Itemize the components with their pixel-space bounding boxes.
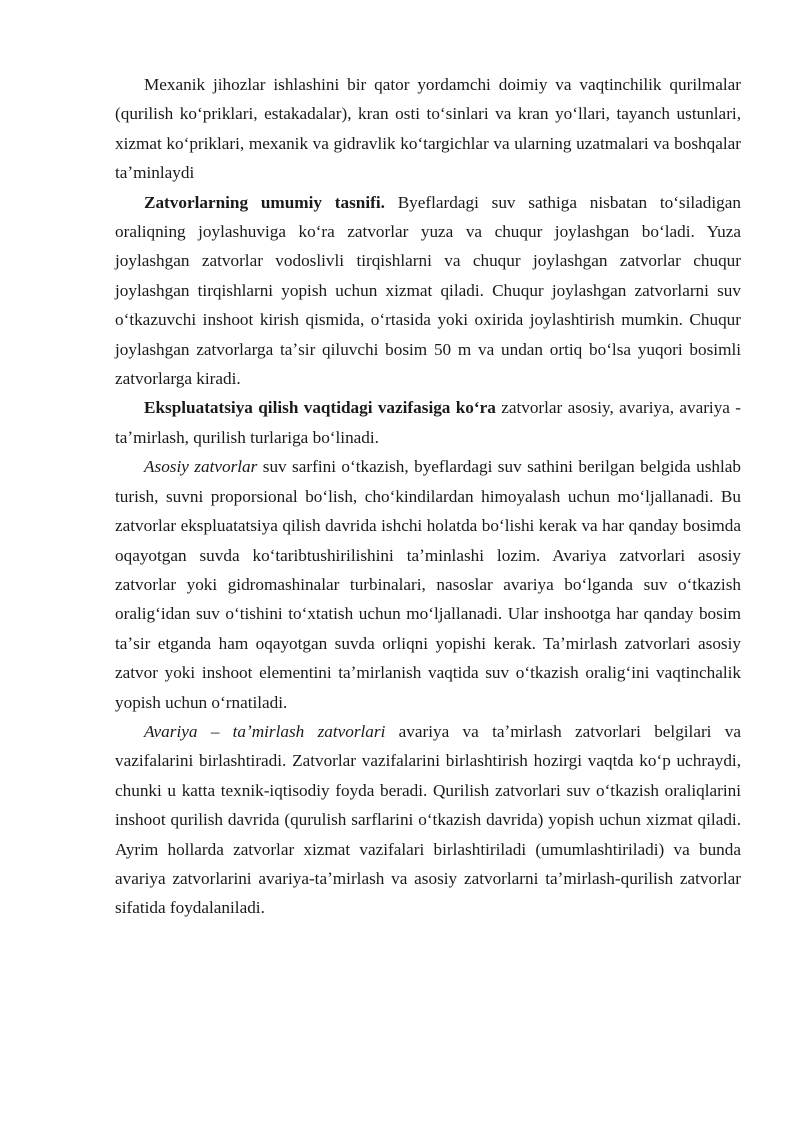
paragraph-intro — [115, 70, 741, 188]
paragraph-term-italic: Asosiy zatvorlar — [144, 457, 258, 477]
paragraph-classification — [115, 188, 741, 394]
paragraph-heading-bold: Ekspluatatsiya qilish vaqtidagi vazifasiga koʻra — [144, 398, 496, 418]
document-page — [115, 70, 741, 923]
paragraph-text: Byeflardagi suv sathiga nisbatan toʻsiladigan oraliqning joylashuviga koʻra zatvorlar yuza va chuqur joylashgan boʻladi. Yuza joylashgan zatvorlar vodoslivli tirqishlarni va chuqur joylashgan zatvorlar chuqur joylashgan tirqishlarni yopish uchun xizmat qiladi. Chuqur joylashgan zatvorlarni suv oʻtkazuvchi inshoot kirish qismida, oʻrtasida yoki oxirida joylashtirish mumkin. Chuqur joylashgan zatvorlarga taʼsir qiluvchi bosim 50 m va undan ortiq boʻlsa yuqori bosimli zatvorlarga kiradi. — [115, 192, 741, 389]
paragraph-term-italic: Avariya – taʼmirlash zatvorlari — [144, 721, 386, 741]
paragraph-main-gates — [115, 452, 741, 717]
paragraph-purpose — [115, 393, 741, 452]
paragraph-text: suv sarfini oʻtkazish, byeflardagi suv sathini berilgan belgida ushlab turish, suvni proporsional boʻlish, choʻkindilardan himoyalash uchun moʻljallanadi. Bu zatvorlar ekspluatatsiya qilish davrida ishchi holatda boʻlishi kerak va har qanday bosimda oqayotgan suvda koʻtaribtushirilishini taʼminlashi lozim. Avariya zatvorlari asosiy zatvorlar yoki gidromashinalar turbinalari, nasoslar avariya boʻlganda suv oʻtkazish oraligʻidan suv oʻtishini toʻxtatish uchun moʻljallanadi. Ular inshootga har qanday bosim taʼsir etganda ham oqayotgan suvda orliqni yopishi kerak. Taʼmirlash zatvorlari asosiy zatvor yoki inshoot elementini taʼmirlanish vaqtida suv oʻtkazish oraligʻini vaqtinchalik yopish uchun oʻrnatiladi. — [115, 457, 741, 712]
paragraph-text: zatvorlar asosiy, avariya, avariya - taʼmirlash, qurilish turlariga boʻlinadi. — [115, 398, 741, 447]
paragraph-emergency-repair-gates — [115, 717, 741, 923]
paragraph-heading-bold: Zatvorlarning umumiy tasnifi. — [144, 192, 385, 212]
paragraph-text: Mexanik jihozlar ishlashini bir qator yordamchi doimiy va vaqtinchilik qurilmalar (qurilish koʻpriklari, estakadalar), kran osti toʻsinlari va kran yoʻllari, tayanch ustunlari, xizmat koʻpriklari, mexanik va gidravlik koʻtargichlar va ularning uzatmalari va boshqalar taʼminlaydi — [115, 75, 741, 183]
paragraph-text: avariya va taʼmirlash zatvorlari belgilari va vazifalarini birlashtiradi. Zatvorlar vazifalarini birlashtirish hozirgi vaqtda koʻp uchraydi, chunki u katta texnik-iqtisodiy foyda beradi. Qurilish zatvorlari suv oʻtkazish oraliqlarini inshoot qurilish davrida (qurulish sarflarini oʻtkazish davrida) yopish uchun xizmat qiladi. Ayrim hollarda zatvorlar xizmat vazifalari birlashtiriladi (umumlashtiriladi) va bunda avariya zatvorlarini avariya-taʼmirlash va asosiy zatvorlarni taʼmirlash-qurilish zatvorlar sifatida foydalaniladi. — [115, 721, 741, 918]
